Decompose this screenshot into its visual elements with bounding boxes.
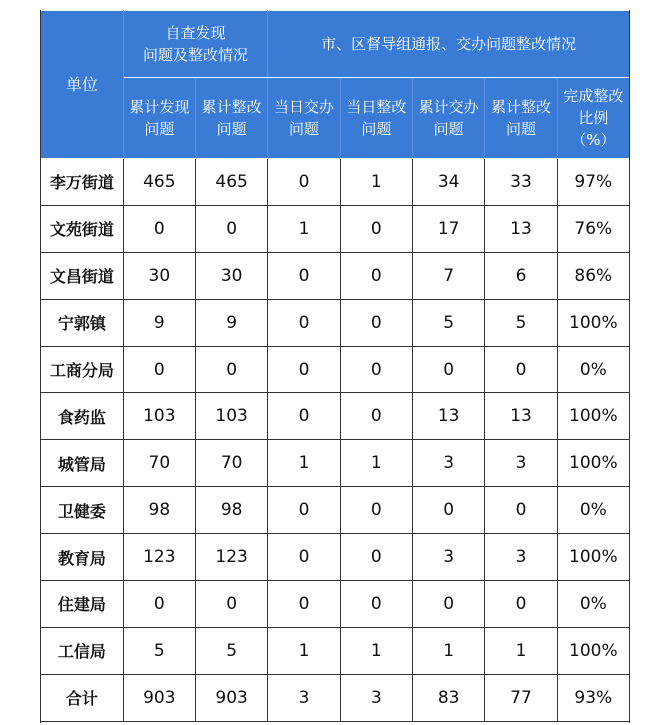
value-cell: 0 [268, 393, 340, 440]
value-cell: 30 [123, 252, 195, 299]
self-check-group-header [123, 11, 268, 78]
value-cell: 1 [340, 440, 412, 487]
value-cell: 0 [412, 346, 484, 393]
value-cell: 1 [340, 159, 412, 206]
column-header-7: 完成整改 比例 （%） [557, 78, 629, 159]
column-header-4: 当日整改 问题 [340, 78, 412, 159]
value-cell: 0 [268, 346, 340, 393]
table-row [41, 393, 630, 440]
value-cell: 7 [412, 252, 484, 299]
value-cell: 0 [268, 159, 340, 206]
value-cell: 3 [412, 440, 484, 487]
table-header [41, 11, 630, 159]
value-cell: 1 [412, 627, 484, 674]
value-cell: 9 [123, 299, 195, 346]
value-cell: 0 [123, 581, 195, 628]
value-cell: 0 [268, 534, 340, 581]
unit-header: 单位 [41, 11, 124, 159]
value-cell: 9 [195, 299, 267, 346]
value-cell: 0 [340, 581, 412, 628]
value-cell: 0 [485, 346, 557, 393]
value-cell: 76% [557, 205, 629, 252]
value-cell: 0 [340, 252, 412, 299]
value-cell: 5 [412, 299, 484, 346]
value-cell: 123 [195, 534, 267, 581]
unit-cell: 卫健委 [41, 487, 124, 534]
unit-cell: 合计 [41, 674, 124, 721]
value-cell: 0 [340, 299, 412, 346]
value-cell: 0% [557, 487, 629, 534]
value-cell: 33 [485, 159, 557, 206]
table-row [41, 627, 630, 674]
value-cell: 0 [123, 346, 195, 393]
table-row [41, 440, 630, 487]
value-cell: 0 [485, 487, 557, 534]
inspection-group-label: 市、区督导组通报、交办问题整改情况 [321, 35, 577, 53]
value-cell: 98 [195, 487, 267, 534]
value-cell: 100% [557, 627, 629, 674]
value-cell: 13 [485, 205, 557, 252]
value-cell: 86% [557, 252, 629, 299]
column-header-5: 累计交办 问题 [412, 78, 484, 159]
table-row [41, 252, 630, 299]
value-cell: 465 [123, 159, 195, 206]
value-cell: 77 [485, 674, 557, 721]
value-cell: 0 [268, 252, 340, 299]
value-cell: 1 [268, 440, 340, 487]
value-cell: 98 [123, 487, 195, 534]
value-cell: 34 [412, 159, 484, 206]
value-cell: 0% [557, 346, 629, 393]
value-cell: 3 [340, 674, 412, 721]
value-cell: 0 [340, 393, 412, 440]
value-cell: 103 [195, 393, 267, 440]
table-row [41, 205, 630, 252]
value-cell: 1 [268, 627, 340, 674]
value-cell: 3 [268, 674, 340, 721]
table-body [41, 159, 630, 722]
value-cell: 1 [340, 627, 412, 674]
value-cell: 97% [557, 159, 629, 206]
self-check-group-label: 自查发现 问题及整改情况 [142, 24, 248, 64]
value-cell: 0 [123, 205, 195, 252]
value-cell: 0 [340, 205, 412, 252]
column-header-row [41, 78, 630, 159]
rectification-table [40, 10, 630, 722]
table-row [41, 487, 630, 534]
value-cell: 93% [557, 674, 629, 721]
unit-cell: 食药监 [41, 393, 124, 440]
unit-cell: 工商分局 [41, 346, 124, 393]
value-cell: 100% [557, 299, 629, 346]
value-cell: 0 [195, 205, 267, 252]
value-cell: 0 [268, 487, 340, 534]
unit-cell: 文苑街道 [41, 205, 124, 252]
value-cell: 1 [485, 627, 557, 674]
value-cell: 5 [195, 627, 267, 674]
column-header-6: 累计整改 问题 [485, 78, 557, 159]
unit-cell: 文昌街道 [41, 252, 124, 299]
value-cell: 3 [485, 440, 557, 487]
value-cell: 0 [412, 581, 484, 628]
value-cell: 70 [195, 440, 267, 487]
table-row [41, 159, 630, 206]
value-cell: 0 [412, 487, 484, 534]
table-row [41, 581, 630, 628]
inspection-group-header [268, 11, 630, 78]
value-cell: 0 [340, 346, 412, 393]
unit-cell: 工信局 [41, 627, 124, 674]
value-cell: 13 [412, 393, 484, 440]
rectification-table-container [40, 10, 630, 722]
value-cell: 30 [195, 252, 267, 299]
value-cell: 103 [123, 393, 195, 440]
value-cell: 6 [485, 252, 557, 299]
value-cell: 0 [268, 581, 340, 628]
value-cell: 3 [485, 534, 557, 581]
value-cell: 903 [123, 674, 195, 721]
value-cell: 17 [412, 205, 484, 252]
table-row [41, 534, 630, 581]
unit-cell: 宁郭镇 [41, 299, 124, 346]
value-cell: 0% [557, 581, 629, 628]
unit-cell: 住建局 [41, 581, 124, 628]
value-cell: 0 [195, 581, 267, 628]
value-cell: 70 [123, 440, 195, 487]
value-cell: 123 [123, 534, 195, 581]
value-cell: 465 [195, 159, 267, 206]
value-cell: 0 [268, 299, 340, 346]
total-row [41, 674, 630, 721]
value-cell: 5 [123, 627, 195, 674]
table-row [41, 346, 630, 393]
column-header-3: 当日交办 问题 [268, 78, 340, 159]
value-cell: 100% [557, 440, 629, 487]
value-cell: 0 [340, 534, 412, 581]
value-cell: 100% [557, 534, 629, 581]
value-cell: 0 [485, 581, 557, 628]
value-cell: 5 [485, 299, 557, 346]
value-cell: 1 [268, 205, 340, 252]
unit-cell: 李万街道 [41, 159, 124, 206]
value-cell: 3 [412, 534, 484, 581]
unit-cell: 教育局 [41, 534, 124, 581]
value-cell: 903 [195, 674, 267, 721]
unit-cell: 城管局 [41, 440, 124, 487]
value-cell: 100% [557, 393, 629, 440]
value-cell: 0 [340, 487, 412, 534]
table-row [41, 299, 630, 346]
value-cell: 13 [485, 393, 557, 440]
value-cell: 83 [412, 674, 484, 721]
value-cell: 0 [195, 346, 267, 393]
column-header-1: 累计发现 问题 [123, 78, 195, 159]
column-header-2: 累计整改 问题 [195, 78, 267, 159]
